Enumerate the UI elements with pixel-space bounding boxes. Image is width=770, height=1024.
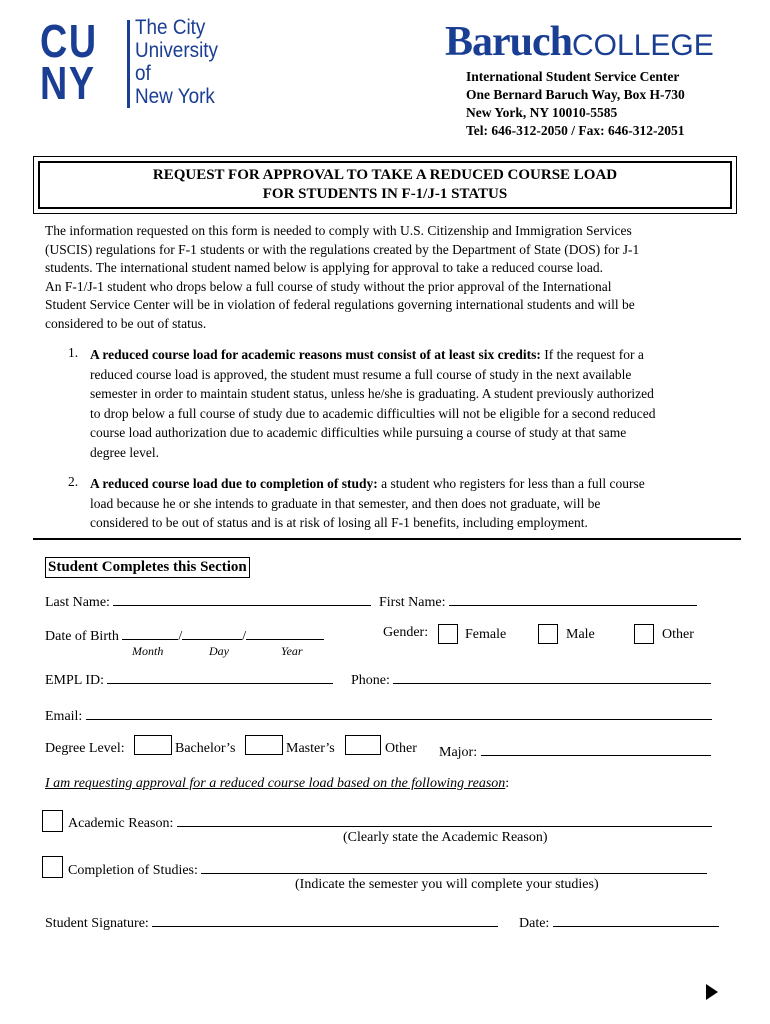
intro-paragraph <box>45 222 735 333</box>
item-line: course load authorization due to academic difficulties while pursuing a course of study at that same <box>90 425 627 440</box>
title-line-1: REQUEST FOR APPROVAL TO TAKE A REDUCED COURSE LOAD <box>152 167 618 183</box>
reason-intro-colon: : <box>505 776 510 791</box>
gender-female-checkbox[interactable] <box>438 624 458 644</box>
degree-masters-checkbox[interactable] <box>245 735 283 755</box>
gender-other-label: Other <box>662 627 694 642</box>
phone-input[interactable] <box>393 669 711 684</box>
dob-separator: / <box>178 629 183 644</box>
dob-year-input[interactable] <box>246 625 324 640</box>
cuny-letters-top: CU <box>40 15 98 67</box>
address-line: New York, NY 10010-5585 <box>466 105 618 120</box>
last-name-label: Last Name: <box>45 595 110 610</box>
gender-male-checkbox[interactable] <box>538 624 558 644</box>
academic-reason-checkbox[interactable] <box>42 810 63 832</box>
phone-field[interactable] <box>351 669 711 689</box>
dob-label: Date of Birth <box>45 629 119 644</box>
email-field[interactable] <box>45 705 712 725</box>
form-title <box>38 161 732 209</box>
completion-of-studies-input[interactable] <box>201 859 707 874</box>
item-line: a student who registers for less than a full course <box>377 476 645 491</box>
empl-id-input[interactable] <box>107 669 333 684</box>
form-title-box <box>33 156 737 214</box>
dob-day-input[interactable] <box>182 625 242 640</box>
major-label: Major: <box>439 745 478 760</box>
degree-bachelors-label: Bachelor’s <box>175 741 236 756</box>
item-line: degree level. <box>90 444 159 460</box>
intro-line: Student Service Center will be in violation of federal regulations governing international students and will be <box>45 297 635 312</box>
completion-of-studies-field[interactable] <box>68 859 707 879</box>
email-input[interactable] <box>86 705 712 720</box>
item-number: 2. <box>68 474 79 489</box>
address-line: Tel: 646-312-2050 / Fax: 646-312-2051 <box>466 123 685 138</box>
gender-other-checkbox[interactable] <box>634 624 654 644</box>
degree-masters-label: Master’s <box>286 741 335 756</box>
date-of-birth-field[interactable] <box>45 625 324 645</box>
dob-day-caption: Day <box>209 644 229 658</box>
academic-reason-note: (Clearly state the Academic Reason) <box>343 830 548 845</box>
item-line: reduced course load is approved, the student must resume a full course of study in the next available <box>90 366 632 382</box>
intro-line: The information requested on this form is needed to comply with U.S. Citizenship and Immigration Services <box>45 223 632 238</box>
gender-label: Gender: <box>383 625 429 640</box>
cuny-name-line: The City <box>135 16 206 39</box>
degree-bachelors-checkbox[interactable] <box>134 735 172 755</box>
gender-male-label: Male <box>566 627 595 642</box>
intro-line: considered to be out of status. <box>45 315 207 331</box>
date-field[interactable] <box>519 912 719 932</box>
dob-year-caption: Year <box>281 644 303 658</box>
item-completion-of-study <box>90 474 735 533</box>
cuny-name-line: of <box>135 62 151 85</box>
item-line: semester in order to maintain student status, unless he/she is graduating. A student previously authorized <box>90 386 654 401</box>
date-input[interactable] <box>553 912 719 927</box>
address-line: International Student Service Center <box>466 69 680 84</box>
completion-of-studies-note: (Indicate the semester you will complete your studies) <box>295 877 599 892</box>
dob-separator: / <box>242 629 247 644</box>
item-academic-reasons <box>90 345 735 462</box>
item-line: to drop below a full course of study due to academic difficulties will not be eligible for a second reduced <box>90 405 656 421</box>
item-number: 1. <box>68 345 79 360</box>
cuny-logo <box>40 15 126 110</box>
item-heading: A reduced course load for academic reasons must consist of at least six credits: <box>90 347 541 362</box>
address-line: One Bernard Baruch Way, Box H-730 <box>466 87 685 102</box>
baruch-logo-name: Baruch <box>445 19 573 65</box>
intro-line: An F-1/J-1 student who drops below a full course of study without the prior approval of the International <box>45 278 612 294</box>
signature-field[interactable] <box>45 912 498 932</box>
intro-line: (USCIS) regulations for F-1 students or with the regulations created by the Department of State (DOS) for J-1 <box>45 241 640 257</box>
degree-level-label: Degree Level: <box>45 741 125 756</box>
title-line-2: FOR STUDENTS IN F-1/J-1 STATUS <box>262 186 508 202</box>
next-page-arrow-icon[interactable] <box>706 984 718 1000</box>
dob-month-caption: Month <box>132 644 164 658</box>
cuny-letters-bottom: NY <box>40 57 96 109</box>
signature-input[interactable] <box>152 912 498 927</box>
cuny-name <box>135 16 227 108</box>
first-name-input[interactable] <box>449 591 697 606</box>
major-field[interactable] <box>439 741 711 761</box>
degree-other-label: Other <box>385 741 417 756</box>
reason-intro-text: I am requesting approval for a reduced course load based on the following reason <box>45 776 506 791</box>
cuny-name-line: University <box>135 39 218 62</box>
intro-line: students. The international student named below is applying for approval to take a reduced course load. <box>45 260 603 275</box>
gender-female-label: Female <box>465 627 507 642</box>
empl-id-field[interactable] <box>45 669 333 689</box>
first-name-field[interactable] <box>379 591 697 611</box>
office-address <box>466 68 685 140</box>
section-heading: Student Completes this Section <box>45 557 250 578</box>
email-label: Email: <box>45 709 83 724</box>
item-line: considered to be out of status and is at risk of losing all F-1 benefits, including employment. <box>90 515 588 530</box>
academic-reason-field[interactable] <box>68 812 712 832</box>
empl-id-label: EMPL ID: <box>45 673 104 688</box>
completion-of-studies-label: Completion of Studies: <box>68 863 198 878</box>
first-name-label: First Name: <box>379 595 446 610</box>
date-label: Date: <box>519 916 550 931</box>
signature-label: Student Signature: <box>45 916 149 931</box>
cuny-divider <box>127 20 130 108</box>
item-heading: A reduced course load due to completion of study: <box>90 476 378 491</box>
degree-other-checkbox[interactable] <box>345 735 381 755</box>
last-name-field[interactable] <box>45 591 371 611</box>
phone-label: Phone: <box>351 673 390 688</box>
reason-intro <box>45 776 509 792</box>
baruch-logo-college: COLLEGE <box>572 29 714 62</box>
baruch-logo <box>445 18 714 66</box>
dob-month-input[interactable] <box>122 625 178 640</box>
major-input[interactable] <box>481 741 711 756</box>
cuny-name-line: New York <box>135 85 215 108</box>
academic-reason-input[interactable] <box>177 812 712 827</box>
section-divider <box>33 538 741 540</box>
completion-of-studies-checkbox[interactable] <box>42 856 63 878</box>
last-name-input[interactable] <box>113 591 371 606</box>
item-line: If the request for a <box>540 347 644 362</box>
academic-reason-label: Academic Reason: <box>68 816 174 831</box>
item-line: load because he or she intends to graduate in that semester, and then does not graduate, will be <box>90 495 601 511</box>
